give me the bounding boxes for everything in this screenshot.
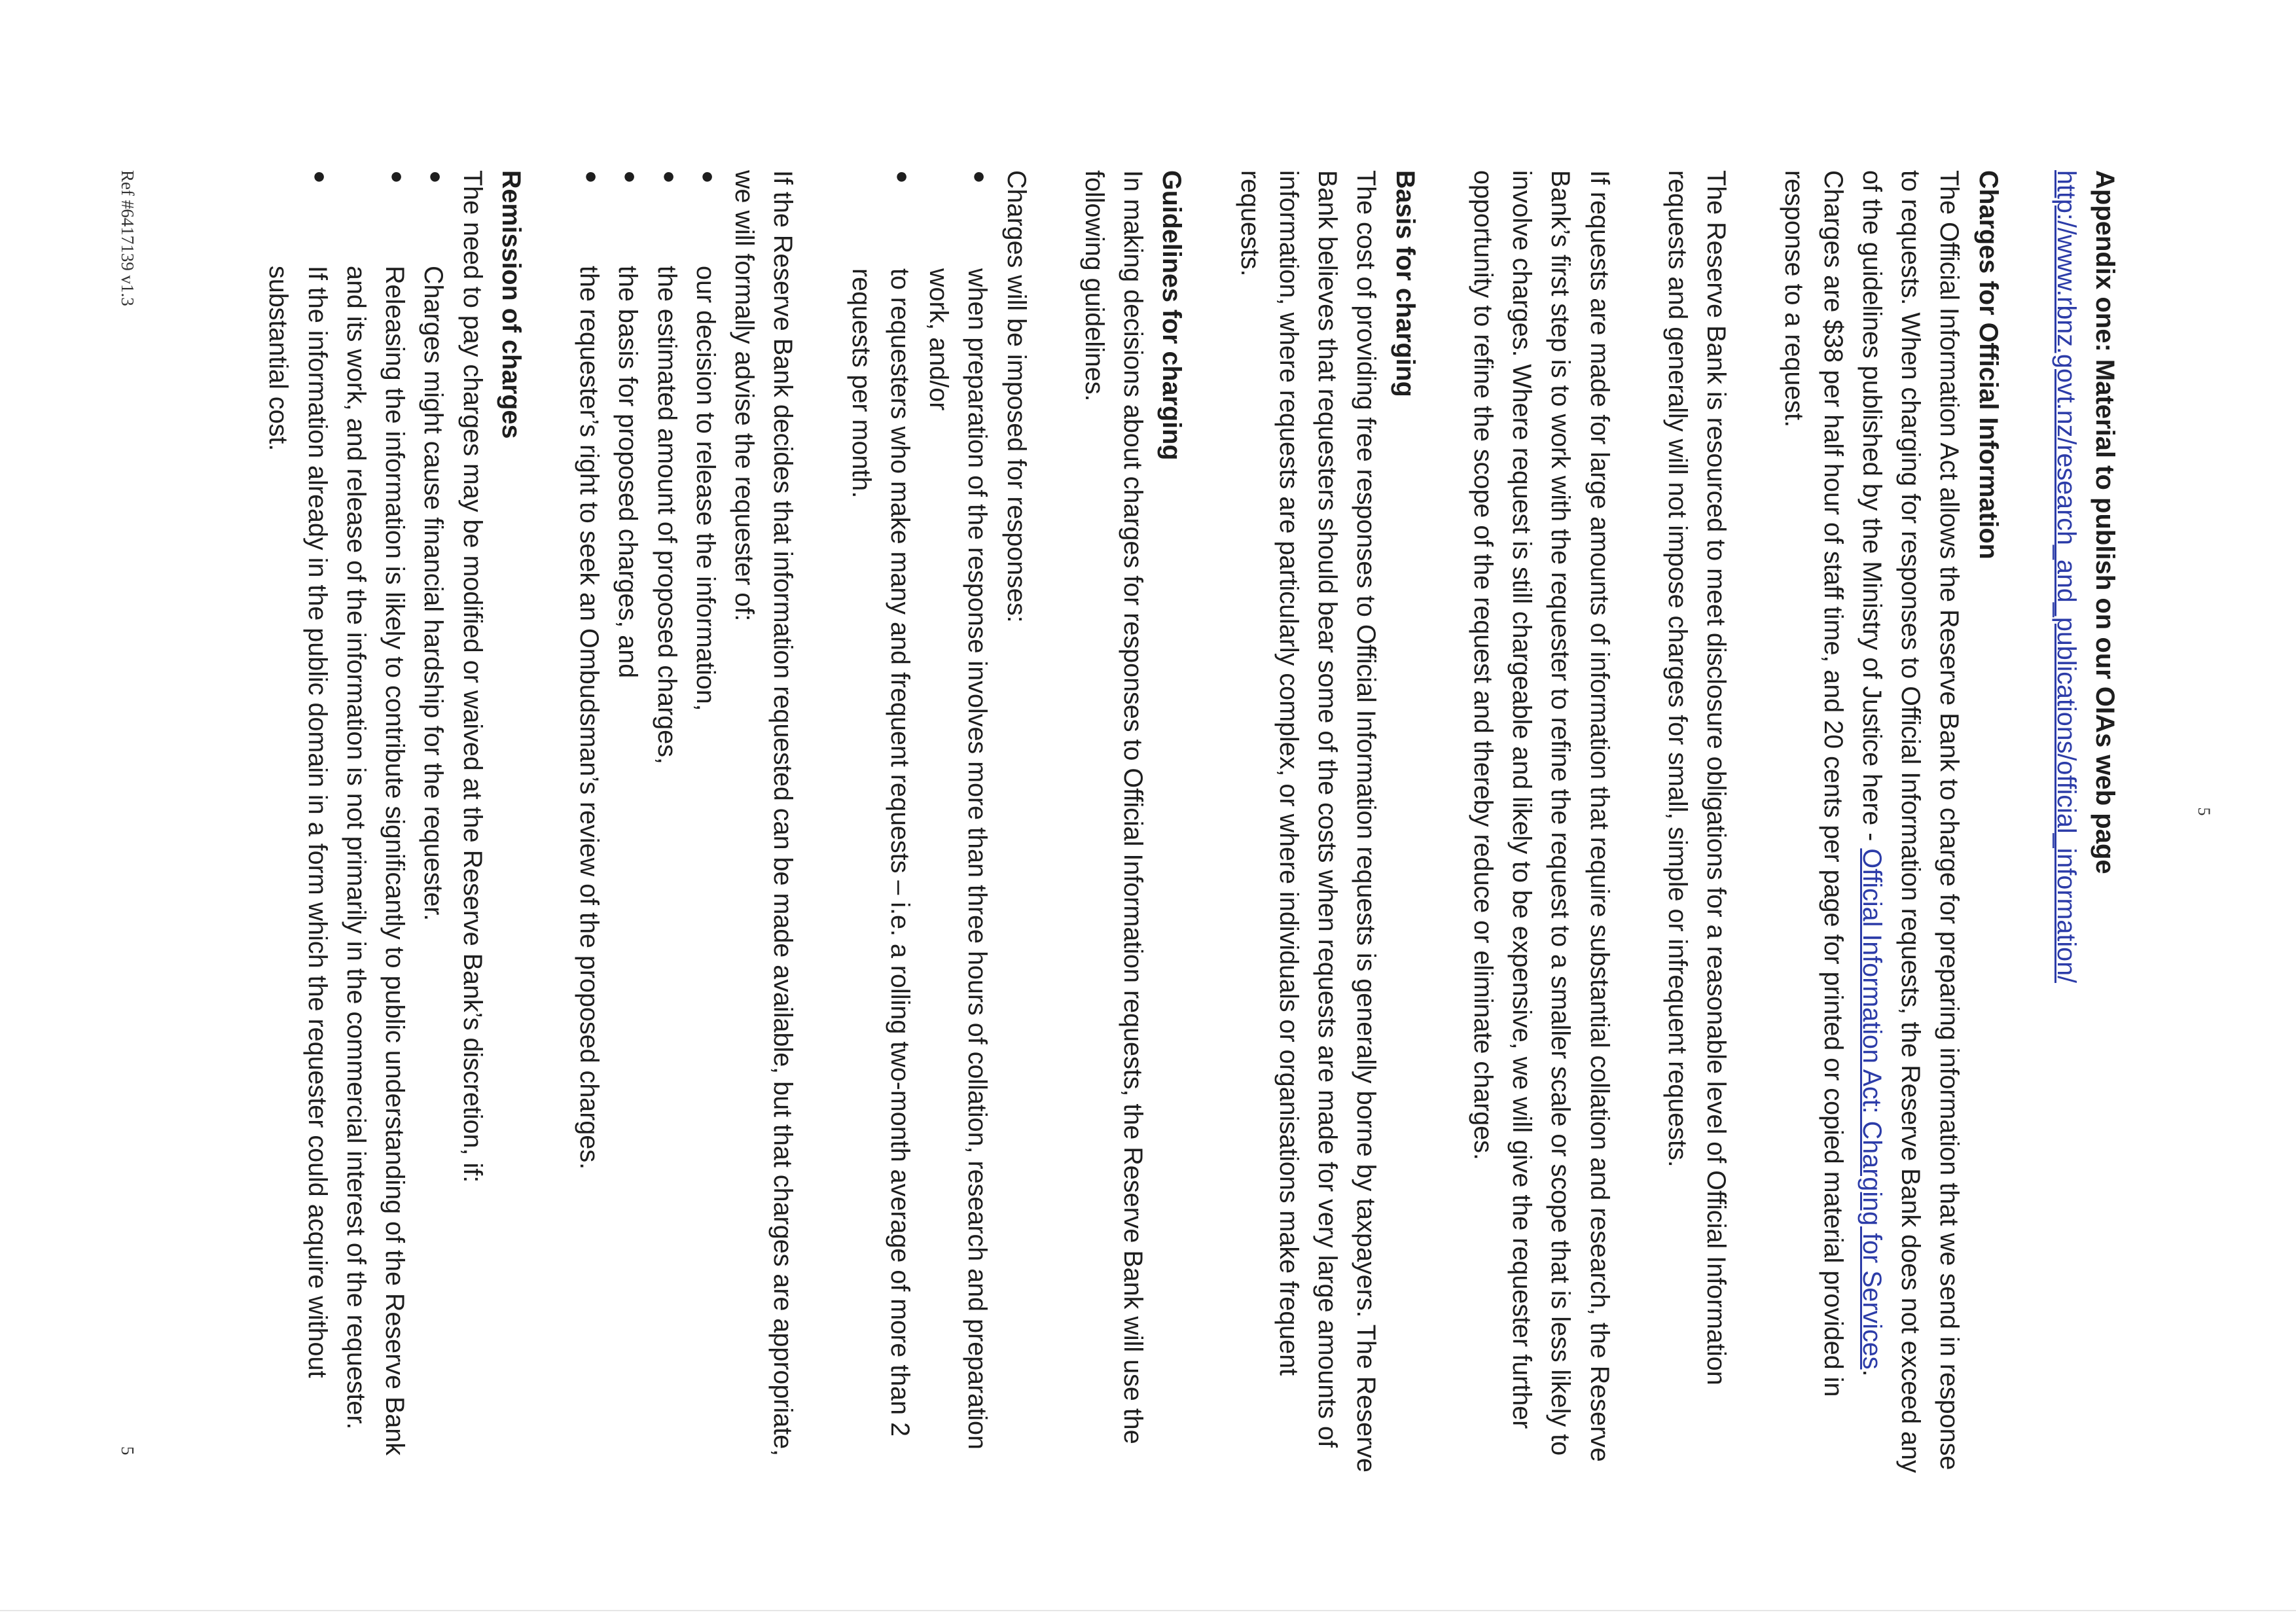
bullet-icon: ● bbox=[618, 170, 643, 184]
list-item-text: to requesters who make many and frequent requests – i.e. a rolling two-month average of more than 2 requests per month. bbox=[846, 268, 914, 1437]
list-item-text: our decision to release the information, bbox=[691, 266, 720, 711]
scan-edge-divider bbox=[0, 1610, 2296, 1611]
list-item bbox=[608, 170, 647, 1479]
page-number-top: 5 bbox=[2195, 807, 2214, 816]
advise-intro: If the Reserve Bank decides that information requested can be made available, but that charges are appropriate, we will formally advise the requester of: bbox=[730, 170, 798, 1457]
charges-paragraph-3: If requests are made for large amounts of information that require substantial collation and research, the Reserve Bank’s first step is to work with the requester to refine the request to a smaller scale or scope that is less likely to involve charges. Where request is still chargeable and likely to be expensive, we will give the requester further opportunity to refine the scope of the request and thereby reduce or eliminate charges. bbox=[1469, 170, 1614, 1462]
charging-for-services-link[interactable]: Official Information Act: Charging for Services bbox=[1857, 848, 1886, 1370]
document-reference: Ref #6417139 v1.3 bbox=[118, 170, 137, 306]
bullet-icon: ● bbox=[385, 170, 410, 184]
charges-heading: Charges for Official Information bbox=[1973, 170, 2003, 560]
appendix-url-line bbox=[2047, 170, 2085, 1479]
bullet-icon: ● bbox=[696, 170, 721, 184]
charges-p1-text-before: The Official Information Act allows the Reserve Bank to charge for preparing information that we send in response to requests. When charging for responses to Official Information requests, the Reserve Bank does not exceed any of the guidelines published by the Ministry of Justice here - bbox=[1857, 170, 1964, 1473]
list-item bbox=[842, 170, 920, 1479]
list-item-text: the basis for proposed charges, and bbox=[613, 266, 643, 679]
appendix-heading: Appendix one: Material to publish on our OIAs web page bbox=[2090, 170, 2119, 874]
bullet-icon: ● bbox=[656, 170, 682, 184]
charges-paragraph-1 bbox=[1774, 170, 1968, 1479]
oia-web-page-link[interactable]: http://www.rbnz.govt.nz/research_and_publications/official_information/ bbox=[2052, 170, 2081, 984]
remission-heading: Remission of charges bbox=[497, 170, 526, 439]
imposed-list bbox=[842, 170, 997, 1479]
basis-heading: Basis for charging bbox=[1390, 170, 1420, 397]
bullet-icon: ● bbox=[967, 170, 993, 184]
list-item-text: when preparation of the response involves more than three hours of collation, research and preparation work, and/or bbox=[924, 268, 992, 1450]
imposed-intro: Charges will be imposed for responses: bbox=[1001, 170, 1031, 623]
list-item bbox=[336, 170, 414, 1479]
guidelines-paragraph: In making decisions about charges for responses to Official Information requests, the Reserve Bank will use the following guidelines. bbox=[1080, 170, 1148, 1444]
list-item bbox=[414, 170, 452, 1479]
list-item bbox=[569, 170, 608, 1479]
charges-paragraph-2: The Reserve Bank is resourced to meet disclosure obligations for a reasonable level of Official Information requests and generally will not impose charges for small, simple or infrequent requests. bbox=[1663, 170, 1731, 1385]
list-item bbox=[919, 170, 997, 1479]
list-item-text: Charges might cause financial hardship for the requester. bbox=[419, 266, 448, 921]
bullet-icon: ● bbox=[579, 170, 605, 184]
page-number-bottom: 5 bbox=[118, 1446, 137, 1455]
list-item bbox=[686, 170, 725, 1479]
document-body bbox=[259, 170, 2125, 1479]
bullet-icon: ● bbox=[423, 170, 449, 184]
list-item-text: If the information already in the public domain in a form which the requester could acquire without substantial cost. bbox=[264, 266, 332, 1378]
list-item bbox=[259, 170, 336, 1479]
advise-list bbox=[569, 170, 725, 1479]
basis-paragraph: The cost of providing free responses to Official Information requests is generally borne by taxpayers. The Reserve Bank believes that requesters should bear some of the costs when requests are made for very large amounts of information, where requests are particularly complex, or where individuals or organisations make frequent requests. bbox=[1235, 170, 1381, 1472]
charges-p1-text-after: . Charges are $38 per half hour of staff time, and 20 cents per page for printed or copied material provided in response to a request. bbox=[1780, 170, 1886, 1397]
list-item bbox=[647, 170, 686, 1479]
list-item-text: Releasing the information is likely to contribute significantly to public understanding of the Reserve Bank and its work, and release of the information is not primarily in the commercial interest of the requester. bbox=[342, 266, 410, 1456]
guidelines-heading: Guidelines for charging bbox=[1157, 170, 1187, 461]
remission-list bbox=[259, 170, 452, 1479]
list-item-text: the estimated amount of proposed charges, bbox=[652, 266, 681, 764]
remission-intro: The need to pay charges may be modified or waived at the Reserve Bank’s discretion, if: bbox=[457, 170, 487, 1183]
list-item-text: the requester’s right to seek an Ombudsman’s review of the proposed charges. bbox=[575, 266, 604, 1170]
bullet-icon: ● bbox=[890, 170, 915, 184]
bullet-icon: ● bbox=[307, 170, 332, 184]
